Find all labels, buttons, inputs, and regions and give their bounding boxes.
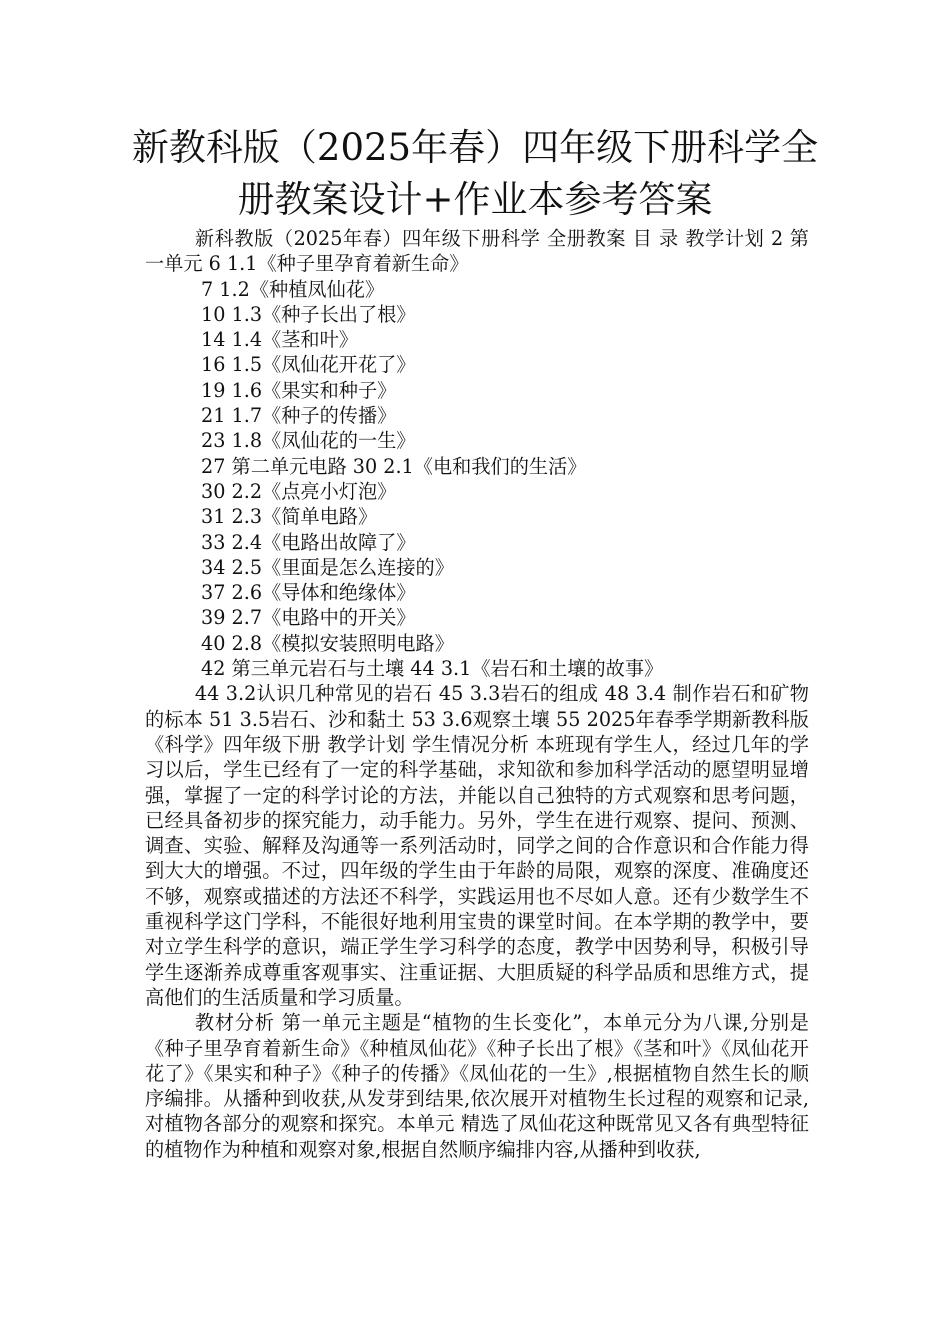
- toc-line: 10 1.3《种子长出了根》: [201, 302, 416, 326]
- toc-line: 21 1.7《种子的传播》: [201, 404, 397, 428]
- toc-line: 39 2.7《电路中的开关》: [201, 606, 416, 630]
- toc-line: 19 1.6《果实和种子》: [201, 378, 397, 402]
- document-body: [145, 226, 809, 1162]
- title-line-1: 新教科版（2025年春）四年级下册科学全: [131, 126, 819, 169]
- toc-line: 23 1.8《凤仙花的一生》: [201, 429, 416, 453]
- toc-line: 37 2.6《导体和绝缘体》: [201, 581, 416, 605]
- toc-line: 30 2.2《点亮小灯泡》: [201, 479, 397, 503]
- intro-paragraph: 新科教版（2025年春）四年级下册科学 全册教案 目 录 教学计划 2 第一单元 6 1.1《种子里孕育着新生命》: [145, 227, 809, 276]
- toc-line: 40 2.8《模拟安装照明电路》: [201, 631, 454, 655]
- title-line-2: 册教案设计+作业本参考答案: [237, 178, 713, 221]
- toc-line: 27 第二单元电路 30 2.1《电和我们的生活》: [201, 454, 587, 478]
- document-title: [120, 122, 830, 226]
- toc-line: 14 1.4《茎和叶》: [201, 328, 358, 352]
- toc-line: 7 1.2《种植凤仙花》: [201, 277, 385, 301]
- toc-line: 34 2.5《里面是怎么连接的》: [201, 555, 454, 579]
- table-of-contents: [145, 277, 809, 682]
- body-paragraph-1: 44 3.2认识几种常见的岩石 45 3.3岩石的组成 48 3.4 制作岩石和矿物的标本 51 3.5岩石、沙和黏土 53 3.6观察土壤 55 2025年春季学期新教科版《科学》四年级下册 教学计划 学生情况分析 本班现有学生人，经过几年的学习以后，学生已经有了一定的科学基础，求知欲和参加科学活动的愿望明显增强，掌握了一定的科学讨论的方法，并能以自己独特的方式观察和思考问题，已经具备初步的探究能力，动手能力。另外，学生在进行观察、提问、预测、调查、实验、解释及沟通等一系列活动时，同学之间的合作意识和合作能力得到大大的增强。不过，四年级的学生由于年龄的局限，观察的深度、准确度还不够，观察或描述的方法还不科学，实践运用也不尽如人意。还有少数学生不重视科学这门学科，不能很好地利用宝贵的课堂时间。在本学期的教学中，要对立学生科学的意识，端正学生学习科学的态度，教学中因势利导，积极引导学生逐渐养成尊重客观事实、注重证据、大胆质疑的科学品质和思维方式，提高他们的生活质量和学习质量。: [145, 682, 809, 1009]
- toc-line: 16 1.5《凤仙花开花了》: [201, 353, 416, 377]
- body-paragraph-2: 教材分析 第一单元主题是“植物的生长变化”，本单元分为八课,分别是《种子里孕育着新生命》《种植凤仙花》《种子长出了根》《茎和叶》《凤仙花开花了》《果实和种子》《种子的传播》《凤仙花的一生》,根据植物自然生长的顺序编排。从播种到收获,从发芽到结果,依次展开对植物生长过程的观察和记录,对植物各部分的观察和探究。本单元 精选了凤仙花这种既常见又各有典型特征的植物作为种植和观察对象,根据自然顺序编排内容,从播种到收获,: [145, 1011, 809, 1161]
- toc-line: 31 2.3《简单电路》: [201, 505, 378, 529]
- toc-line: 33 2.4《电路出故障了》: [201, 530, 416, 554]
- toc-line: 42 第三单元岩石与土壤 44 3.1《岩石和土壤的故事》: [201, 657, 664, 681]
